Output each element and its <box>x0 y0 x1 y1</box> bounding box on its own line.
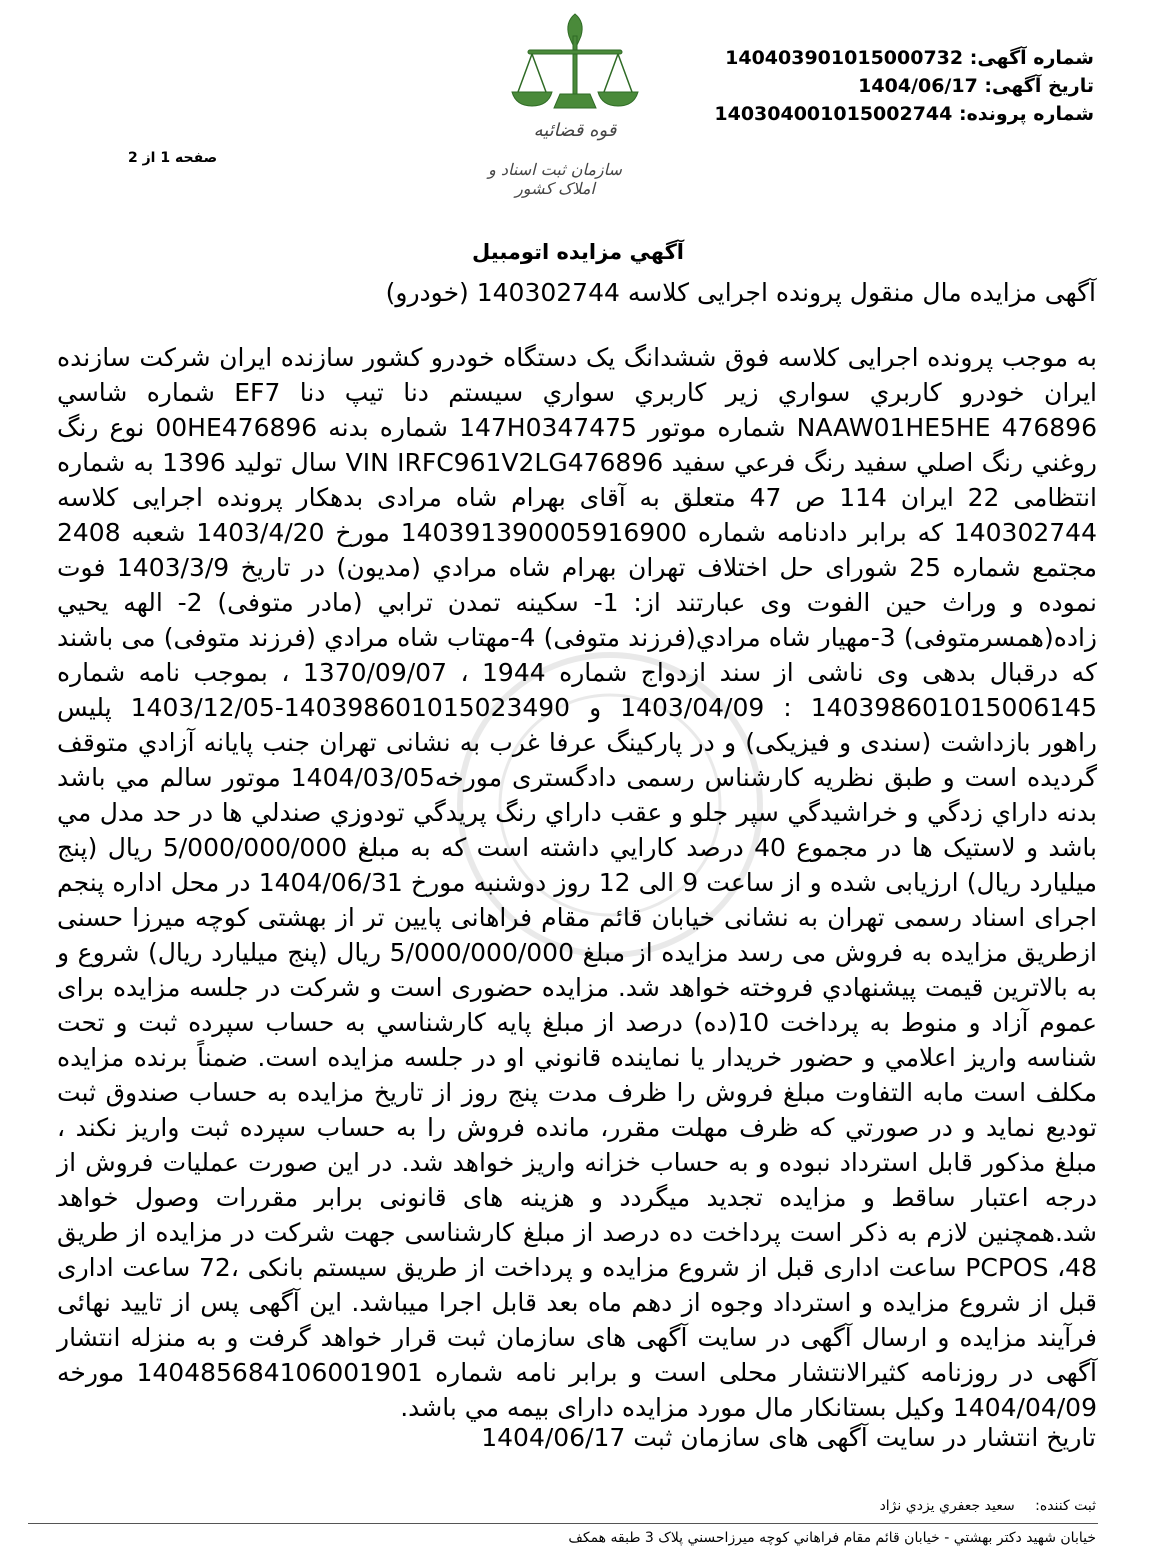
registrar-name: سعيد جعفري يزدي نژاد <box>879 1498 1015 1514</box>
emblem-caption-judiciary: قوه قضائیه <box>533 120 617 141</box>
registrar-label: ثبت کننده: <box>1035 1498 1096 1514</box>
footer-divider <box>28 1523 1098 1524</box>
file-number-row <box>714 100 1094 128</box>
notice-date-label: تاریخ آگهی: <box>984 75 1094 97</box>
registrar <box>864 1498 1096 1514</box>
notice-number-row <box>714 44 1094 72</box>
notice-date-row <box>714 72 1094 100</box>
subtitle: آگهی مزایده مال منقول پرونده اجرایی کلاسه 140302744 (خودرو) <box>385 278 1096 307</box>
file-number-label: شماره پرونده: <box>958 103 1094 125</box>
page-title: آگهي مزايده اتومبيل <box>472 240 684 264</box>
notice-date: 1404/06/17 <box>858 75 978 97</box>
notice-number-label: شماره آگهی: <box>969 47 1094 69</box>
notice-number: 14040390101500073​2 <box>725 47 964 69</box>
notice-body: به موجب پرونده اجرایی کلاسه فوق ششدانگ یک دستگاه خودرو کشور سازنده ایران شرکت سازنده ایران خودرو کاربري سواري زير کاربري سواري سيستم دنا تيپ دنا EF7 شماره شاسي NAAW01HE5HE 476896 شماره موتور 147H0347475 شماره بدنه 00HE476896 نوع رنگ روغني رنگ اصلي سفيد رنگ فرعي سفيد VIN IRFC961V2LG476896 سال تولید 1396 به شماره انتظامی 22 ایران 114 ص 47 متعلق به آقای بهرام شاه مرادی بدهکار پرونده اجرایی کلاسه 140302744 که برابر دادنامه شماره 140391390005916900 مورخ 1403/4/20 شعبه 2408 مجتمع شماره 25 شورای حل اختلاف تهران بهرام شاه مرادي (مديون) در تاريخ 1403/3/9 فوت نموده و وراث حين الفوت وی عبارتند از: 1- سکينه تمدن ترابي (مادر متوفی) 2- الهه يحيي زاده(همسرمتوفی) 3-مهيار شاه مرادي(فرزند متوفی) 4-مهتاب شاه مرادي (فرزند متوفی) می باشند که درقبال بدهی وی ناشی از سند ازدواج شماره 1944 ، 1370/09/07 ، بموجب نامه شماره 140398601015006145 : 1403/04/09 و 140398601015023490-1403/12/05 پليس راهور بازداشت (سندی و فيزيکی) و در پارکينگ عرفا غرب به نشانی تهران جنب پايانه آزادي متوقف گرديده است و طبق نظريه کارشناس رسمی دادگستری مورخه1404/03/05 موتور سالم مي باشد بدنه داراي زدگي و خراشيدگي سپر جلو و عقب داراي رنگ پريدگي تودوزي صندلي ها در حد مدل مي باشد و لاستيک ها در مجموع 40 درصد کارايي داشته است که به مبلغ 5/000/000/000 ريال (پنج ميليارد ريال) ارزيابی شده و از ساعت 9 الی 12 روز دوشنبه مورخ 1404/06/31 در محل اداره پنجم اجرای اسناد رسمی تهران به نشانی خيابان قائم مقام فراهانی پايين تر از بهشتی کوچه ميرزا حسنی ازطريق مزايده به فروش می رسد مزايده از مبلغ 5/000/000/000 ريال (پنج ميليارد ريال) شروع و به بالاترين قيمت پيشنهادي فروخته خواهد شد. مزايده حضوری است و شرکت در جلسه مزايده برای عموم آزاد و منوط به پرداخت 10(ده) درصد از مبلغ پايه کارشناسي به حساب سپرده ثبت و تحت شناسه واريز اعلامي و حضور خريدار يا نماينده قانوني او در جلسه مزايده است. ضمناً برنده مزايده مکلف است مابه التفاوت مبلغ فروش را ظرف مدت پنج روز از تاريخ مزايده به حساب صندوق ثبت توديع نمايد و در صورتي که ظرف مهلت مقرر، مانده فروش را به حساب سپرده ثبت واريز نکند ، مبلغ مذکور قابل استرداد نبوده و به حساب خزانه واريز خواهد شد. در اين صورت عمليات فروش از درجه اعتبار ساقط و مزايده تجديد ميگردد و هزينه های قانونی برابر مقررات وصول خواهد شد.همچنين لازم به ذکر است پرداخت ده درصد از مبلغ کارشناسی جهت شرکت در مزايده از طريق PCPOS ،48 ساعت اداری قبل از شروع مزايده و پرداخت از طريق سيستم بانکی ،72 ساعت اداری قبل از شروع مزايده و استرداد وجوه از دهم ماه بعد قابل اجرا ميباشد. اين آگهی پس از تاييد نهائی فرآيند مزايده و ارسال آگهی در سايت آگهی های سازمان ثبت قرار خواهد گرفت و به منزله انتشار آگهی در روزنامه کثيرالانتشار محلی است و برابر نامه شماره 14048568410600190​1 مورخه 1404/04/09 وکيل بستانکار مال مورد مزايده دارای بيمه مي باشد. <box>57 343 1098 1422</box>
footer-address: خيابان شهيد دکتر بهشتي - خيابان قائم مقام فراهاني کوچه ميرزاحسني پلاک 3 طبقه همکف <box>568 1530 1096 1546</box>
notice-meta <box>714 44 1094 128</box>
publication-date: تاريخ انتشار در سايت آگهی های سازمان ثبت 1404/06/17 <box>481 1423 1096 1452</box>
file-number: 14030400101500274​4 <box>714 103 953 125</box>
page-info: صفحه 1 از 2 <box>128 150 218 166</box>
emblem-caption-organization: سازمان ثبت اسناد و املاک کشور <box>488 160 622 198</box>
